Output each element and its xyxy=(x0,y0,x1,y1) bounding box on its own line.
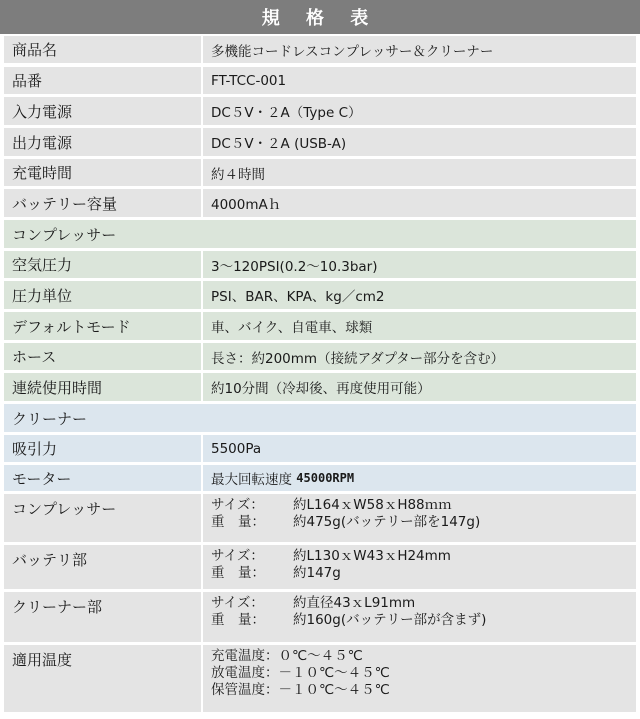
row-suction xyxy=(4,435,636,464)
storage-temp-line: 保管温度：－１０℃～４５℃ xyxy=(211,682,390,698)
row-air-pressure xyxy=(4,251,636,280)
row-value xyxy=(203,465,636,491)
row-value: 5500Pa xyxy=(211,440,262,457)
row-hose xyxy=(4,343,636,372)
row-value: 多機能コードレスコンプレッサー＆クリーナー xyxy=(211,43,494,60)
spec-table-title: 規 格 表 xyxy=(0,0,640,34)
row-value: PSI、BAR、KPA、kg／cm2 xyxy=(211,289,385,305)
row-label: デフォルトモード xyxy=(4,312,203,340)
row-motor xyxy=(4,465,636,493)
motor-speed-rpm: 45000RPM xyxy=(296,471,355,485)
row-battery-dimensions xyxy=(4,545,636,591)
row-label: コンプレッサー xyxy=(4,494,203,542)
row-label: バッテリ部 xyxy=(4,545,203,589)
row-label: クリーナー部 xyxy=(4,592,203,642)
row-value xyxy=(203,645,636,712)
section-cleaner xyxy=(4,404,636,434)
size-line: サイズ： 約直径43ｘL91mm xyxy=(211,595,416,611)
row-charge-time xyxy=(4,159,636,188)
row-cleaner-dimensions xyxy=(4,592,636,644)
row-value xyxy=(203,545,636,589)
row-pressure-unit xyxy=(4,281,636,311)
row-label: モーター xyxy=(4,465,203,491)
row-value: FT-TCC-001 xyxy=(211,72,287,89)
row-model xyxy=(4,67,636,96)
row-temperature xyxy=(4,645,636,712)
row-value: 3～120PSI(0.2～10.3bar) xyxy=(211,258,378,275)
section-label: コンプレッサー xyxy=(12,225,117,244)
row-battery-capacity xyxy=(4,189,636,219)
row-label: 適用温度 xyxy=(4,645,203,712)
row-label: 圧力単位 xyxy=(4,281,203,309)
size-line: サイズ： 約L164ｘW58ｘH88ｍｍ xyxy=(211,497,452,513)
row-value xyxy=(203,592,636,642)
row-label: 連続使用時間 xyxy=(4,373,203,401)
row-label: 充電時間 xyxy=(4,159,203,186)
weight-line: 重 量： 約475g(バッテリー部を147g) xyxy=(211,514,481,530)
row-value xyxy=(203,494,636,542)
row-label: 商品名 xyxy=(4,36,203,63)
row-compressor-dimensions xyxy=(4,494,636,544)
row-value: 車、バイク、自電車、球類 xyxy=(211,320,373,336)
row-label: 品番 xyxy=(4,67,203,94)
row-label: バッテリー容量 xyxy=(4,189,203,217)
row-continuous-use xyxy=(4,373,636,403)
row-label: ホース xyxy=(4,343,203,370)
row-value: 長さ：約200mm（接続アダプター部分を含む） xyxy=(211,350,505,367)
row-value: DC５V・２A（Type C） xyxy=(211,105,362,121)
row-value: 約10分間（冷却後、再度使用可能） xyxy=(211,381,431,397)
section-compressor xyxy=(4,220,636,250)
weight-line: 重 量： 約147g xyxy=(211,565,341,581)
weight-line: 重 量： 約160g(バッテリー部が含まず) xyxy=(211,612,487,628)
row-value: 約４時間 xyxy=(211,166,265,183)
row-default-mode xyxy=(4,312,636,342)
row-label: 入力電源 xyxy=(4,97,203,125)
row-value: DC５V・２A (USB-A) xyxy=(211,136,347,152)
row-label: 空気圧力 xyxy=(4,251,203,278)
row-value: 4000mAｈ xyxy=(211,197,282,213)
charge-temp-line: 充電温度：０℃～４５℃ xyxy=(211,648,363,664)
row-label: 吸引力 xyxy=(4,435,203,462)
section-label: クリーナー xyxy=(12,409,88,428)
size-line: サイズ： 約L130ｘW43ｘH24mm xyxy=(211,548,451,564)
row-label: 出力電源 xyxy=(4,128,203,156)
row-input-power xyxy=(4,97,636,127)
motor-speed-prefix: 最大回転速度 xyxy=(211,472,292,488)
discharge-temp-line: 放電温度：－１０℃～４５℃ xyxy=(211,665,390,681)
row-product-name xyxy=(4,36,636,65)
row-output-power xyxy=(4,128,636,158)
